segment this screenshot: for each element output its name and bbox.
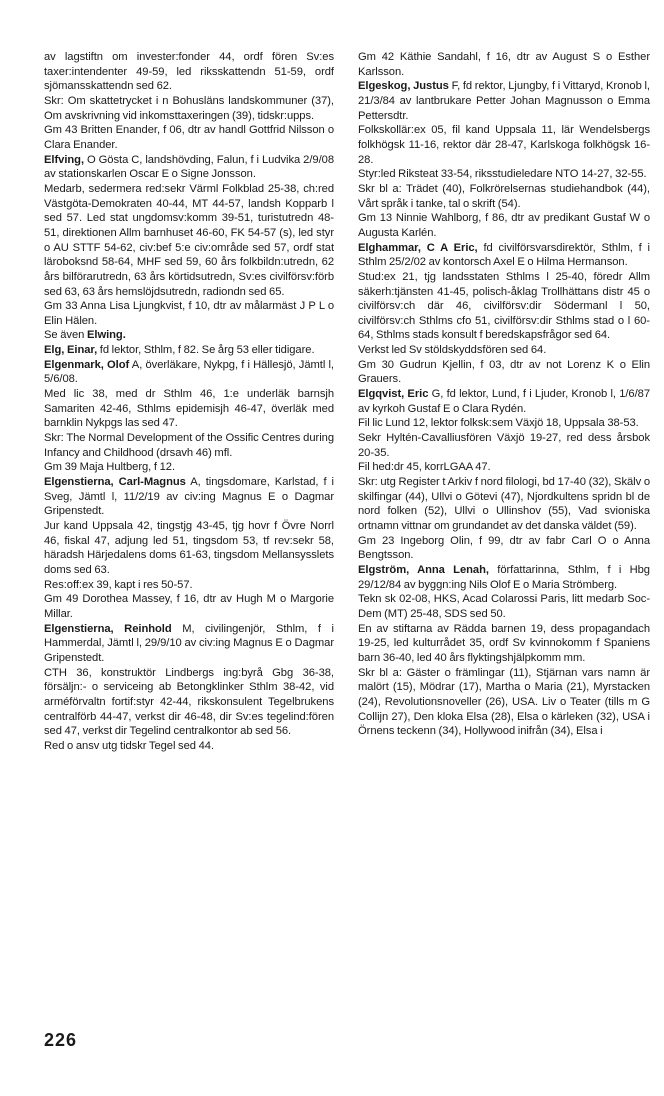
left-column-paragraph (44, 343, 334, 358)
right-column-paragraph (358, 241, 650, 270)
entry-text: Fil hed:dr 45, korrLGAA 47. (358, 461, 491, 474)
right-column-paragraph (358, 79, 650, 123)
left-column-paragraph (44, 153, 334, 182)
entry-text: Med lic 38, med dr Sthlm 46, 1:e underläk barnsjh Samariten 42-46, Sthlms epidemisjh 46-47, överläk med barnklin Nykpgs las sed 47. (44, 388, 334, 430)
page-number: 226 (44, 1030, 78, 1050)
right-column-paragraph (358, 343, 650, 358)
left-column-paragraph (44, 592, 334, 621)
right-column-paragraph (358, 534, 650, 563)
entry-headword: Elfving, (44, 153, 85, 166)
left-column-paragraph (44, 299, 334, 328)
entry-text: Gm 23 Ingeborg Olin, f 99, dtr av fabr Carl O o Anna Bengtsson. (358, 534, 650, 562)
entry-text: A, överläkare, Nykpg, f i Hällesjö, Jämtl l, 5/6/08. (44, 358, 334, 386)
entry-text: F, fd rektor, Ljungby, f i Vittaryd, Kronob l, 21/3/84 av lantbrukare Petter Johan Magnusson o Emma Pettersdtr. (358, 80, 650, 122)
entry-text: Se även (44, 329, 87, 342)
left-column-paragraph (44, 622, 334, 666)
entry-headword: Elgenstierna, Reinhold (44, 622, 172, 635)
right-column-paragraph (358, 666, 650, 739)
entry-text: Skr: The Normal Development of the Ossific Centres during Infancy and Childhood (drsavh 46) mfl. (44, 432, 334, 459)
entry-text: författarinna, Sthlm, f i Hbg 29/12/84 av byggn:ing Nils Olof E o Maria Strömberg. (358, 563, 650, 591)
entry-text: Gm 43 Britten Enander, f 06, dtr av handl Gottfrid Nilsson o Clara Enander. (44, 124, 334, 151)
entry-text: Tekn sk 02-08, HKS, Acad Colarossi Paris, litt medarb Soc-Dem (MT) 25-48, SDS sed 50. (358, 593, 650, 620)
entry-text: fd lektor, Sthlm, f 82. Se årg 53 eller tidigare. (97, 344, 315, 357)
left-column-paragraph (44, 94, 334, 123)
entry-text: O Gösta C, landshövding, Falun, f i Ludvika 2/9/08 av stationskarlen Oscar E o Signe Jonsson. (44, 153, 334, 181)
right-column-paragraph (358, 211, 650, 240)
entry-text: Jur kand Uppsala 42, tingstjg 43-45, tjg hovr f Övre Norrl 46, fiskal 47, adjung led 51, tingsdom 53, tf rev:sekr 58, häradsh Härjedalens doms 61-63, tingsdom Mellansysslets doms sed 63. (44, 520, 334, 576)
right-column-paragraph (358, 416, 650, 431)
left-column-paragraph (44, 123, 334, 152)
entry-text: CTH 36, konstruktör Lindbergs ing:byrå Gbg 36-38, försäljn:- o serviceing ab Betongklinker Sthlm 38-42, vid arméförvaltn fortif:styr 42-44, rikskonsulent Tegelbrukens centralförb 44-47, verkst dir 46-48, dir Sv:es tegelind:fören sed 47, verkst dir Tegelind centralkontor ab sed 56. (44, 666, 334, 738)
left-column-paragraph (44, 475, 334, 519)
right-column-paragraph (358, 167, 650, 182)
entry-text: En av stiftarna av Rädda barnen 19, dess propagandach 19-25, led kulturrådet 35, ordf Sv kvinnokomm f Spaniens barn 36-40, led 40 års flyktingshjälpkomm mm. (358, 622, 650, 664)
left-column-paragraph (44, 387, 334, 431)
left-column-paragraph (44, 328, 334, 343)
left-column-paragraph (44, 666, 334, 739)
entry-text: Gm 39 Maja Hultberg, f 12. (44, 461, 176, 474)
entry-headword: Elgeskog, Justus (358, 80, 449, 93)
left-column-paragraph (44, 519, 334, 578)
entry-text: G, fd lektor, Lund, f i Ljuder, Kronob l, 1/6/87 av kyrkoh Gustaf E o Clara Rydén. (358, 388, 651, 415)
entry-text: Stud:ex 21, tjg landsstaten Sthlms l 25-40, föredr Allm säkerh:tjänsten 41-45, polisch-åklag Trollhättans distr 45 o civilförsv:ch där 46, civilförsv:dir Södermanl l 50, civilförsv:ch Sthlms cfo 51, civilförsv:dir Sthlms stad o l 60-64, Sthlms stads konsult f beredskapsfrågor sed 64. (358, 270, 650, 342)
right-column-paragraph (358, 592, 650, 621)
entry-text: Medarb, sedermera red:sekr Värml Folkblad 25-38, ch:red Västgöta-Demokraten 40-44, MT 44-57, landsh Kopparb l sed 57. Led stat ungdomsv:komm 39-51, turistutredn 48-51, direktionen Allm barnhuset 46-60, FK 54-57 (s), led styr o AU STTF 54-62, civ:bef 5:e civ:område sed 57, ordf stat läroboksnd 58-64, MHF sed 59, 60 års folkbildn:utredn, 62 års bilförarutredn, 63 års körtidsutredn, Sv:es civilförsv:förb sed 63, 63 års hemslöjdsutredn, radiondn sed 65. (44, 182, 334, 298)
entry-headword: Elgqvist, Eric (358, 388, 429, 401)
entry-text: Red o ansv utg tidskr Tegel sed 44. (44, 739, 214, 752)
left-column (44, 50, 334, 754)
right-column-paragraph (358, 622, 650, 666)
entry-headword: Elg, Einar, (44, 344, 98, 357)
right-column-paragraph (358, 387, 650, 416)
entry-text: A, tingsdomare, Karlstad, f i Sveg, Jämtl l, 11/2/19 av civ:ing Magnus E o Dagmar Gripenstedt. (44, 476, 334, 518)
entry-text: Sekr Hyltén-Cavalliusfören Växjö 19-27, red dess årsbok 20-35. (358, 432, 650, 459)
entry-text: Res:off:ex 39, kapt i res 50-57. (44, 578, 193, 591)
right-column-paragraph (358, 270, 650, 343)
entry-headword: Elghammar, C A Eric, (358, 241, 478, 254)
left-column-paragraph (44, 182, 334, 299)
entry-text: Fil lic Lund 12, lektor folksk:sem Växjö 18, Uppsala 38-53. (358, 417, 639, 430)
right-column-paragraph (358, 50, 650, 79)
entry-text: Verkst led Sv stöldskyddsfören sed 64. (358, 344, 547, 357)
right-column-paragraph (358, 460, 650, 475)
entry-text: fd civilförsvarsdirektör, Sthlm, f i Sthlm 25/2/02 av kontorsch Axel E o Hilma Hermanson. (358, 241, 650, 269)
left-column-paragraph (44, 358, 334, 387)
entry-headword: Elgenstierna, Carl-Magnus (44, 476, 186, 489)
right-column (358, 50, 650, 739)
right-column-paragraph (358, 358, 650, 387)
entry-text: Skr: Om skattetrycket i n Bohusläns landskommuner (37), Om avskrivning vid inkomsttaxeringen (39), tidskr:upps. (44, 94, 334, 122)
entry-text: Folkskollär:ex 05, fil kand Uppsala 11, lär Wendelsbergs folkhögsk 11-16, rektor där 28-47, Karlskoga folkhögsk 16-28. (358, 124, 650, 166)
left-column-paragraph (44, 578, 334, 593)
entry-text: Gm 49 Dorothea Massey, f 16, dtr av Hugh M o Margorie Millar. (44, 593, 334, 620)
right-column-paragraph (358, 431, 650, 460)
left-column-paragraph (44, 460, 334, 475)
entry-text: Skr: utg Register t Arkiv f nord filologi, bd 17-40 (32), Skälv o skilfingar (44), Ullvi o Götevi (47), Njordkultens spridn bl de nord folken (52), Ullvi o Ullinshov (55), Vad svioniska ortnamn vittnar om grundandet av det danska väldet (59). (358, 476, 650, 532)
entry-text: M, civilingenjör, Sthlm, f i Hammerdal, Jämtl l, 29/9/10 av civ:ing Magnus E o Dagmar Gripenstedt. (44, 622, 334, 664)
entry-headword: Elgenmark, Olof (44, 358, 130, 371)
right-column-paragraph (358, 475, 650, 534)
right-column-paragraph (358, 182, 650, 211)
entry-text: Skr bl a: Gäster o främlingar (11), Stjärnan vars namn är malört (15), Mödrar (17), Martha o Maria (21), Myrstacken (24), Revolutionsnoveller (26), USA. Liv o Teater (tills m G Collijn 27), Den kloka Elsa (28), Elsa o kärleken (32), USA i Örnens teckenn (34), Hollywood inifrån (34), Elsa i (358, 666, 650, 738)
entry-text: Gm 33 Anna Lisa Ljungkvist, f 10, dtr av målarmäst J P L o Elin Hälen. (44, 300, 334, 327)
cross-reference: Elwing. (86, 329, 126, 342)
entry-text: Gm 13 Ninnie Wahlborg, f 86, dtr av predikant Gustaf W o Augusta Karlén. (358, 212, 650, 239)
entry-text: Gm 42 Käthie Sandahl, f 16, dtr av August S o Esther Karlsson. (358, 51, 650, 78)
right-column-paragraph (358, 563, 650, 592)
entry-headword: Elgström, Anna Lenah, (358, 563, 489, 576)
entry-text: Styr:led Riksteat 33-54, riksstudieledare NTO 14-27, 32-55. (358, 168, 647, 181)
entry-text: Skr bl a: Trädet (40), Folkrörelsernas studiehandbok (44), Vårt språk i tanke, tal o skrift (54). (358, 182, 650, 210)
right-column-paragraph (358, 123, 650, 167)
entry-text: Gm 30 Gudrun Kjellin, f 03, dtr av not Lorenz K o Elin Grauers. (358, 358, 650, 386)
left-column-paragraph (44, 431, 334, 460)
left-column-paragraph (44, 50, 334, 94)
left-column-paragraph (44, 739, 334, 754)
entry-text: av lagstiftn om invester:fonder 44, ordf fören Sv:es taxer:intendenter 49-59, led riksskattendn 51-59, ordf sjömansskattendn sed 62. (44, 51, 334, 93)
